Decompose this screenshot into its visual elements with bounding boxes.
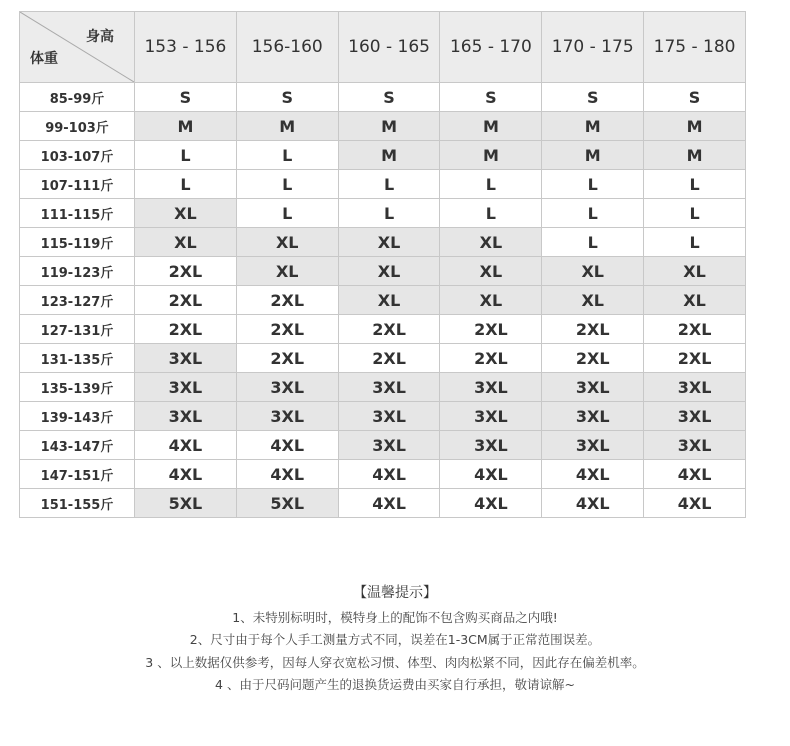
size-cell: 4XL bbox=[236, 460, 338, 489]
size-cell: 3XL bbox=[440, 431, 542, 460]
size-cell: 2XL bbox=[644, 344, 746, 373]
size-cell: L bbox=[440, 199, 542, 228]
table-row bbox=[20, 257, 746, 286]
size-cell: M bbox=[644, 112, 746, 141]
size-cell: M bbox=[440, 141, 542, 170]
size-cell: M bbox=[135, 112, 237, 141]
size-cell: S bbox=[542, 83, 644, 112]
size-cell: M bbox=[338, 141, 440, 170]
table-row bbox=[20, 489, 746, 518]
size-cell: 2XL bbox=[236, 315, 338, 344]
size-cell: 2XL bbox=[135, 286, 237, 315]
table-row bbox=[20, 199, 746, 228]
size-cell: XL bbox=[542, 257, 644, 286]
table-row bbox=[20, 112, 746, 141]
table-row bbox=[20, 286, 746, 315]
weight-label: 107-111斤 bbox=[20, 170, 135, 199]
tip-line: 2、尺寸由于每个人手工测量方式不同，误差在1-3CM属于正常范围误差。 bbox=[189, 632, 601, 647]
weight-label: 143-147斤 bbox=[20, 431, 135, 460]
tips-section bbox=[0, 582, 790, 697]
size-cell: XL bbox=[338, 286, 440, 315]
size-cell: S bbox=[644, 83, 746, 112]
size-cell: S bbox=[440, 83, 542, 112]
table-row bbox=[20, 402, 746, 431]
weight-label: 111-115斤 bbox=[20, 199, 135, 228]
size-cell: S bbox=[236, 83, 338, 112]
size-cell: 4XL bbox=[338, 489, 440, 518]
size-cell: 3XL bbox=[644, 373, 746, 402]
size-cell: L bbox=[236, 170, 338, 199]
size-cell: L bbox=[644, 170, 746, 199]
size-cell: 2XL bbox=[542, 315, 644, 344]
size-cell: 3XL bbox=[440, 373, 542, 402]
size-cell: L bbox=[135, 170, 237, 199]
size-cell: XL bbox=[440, 286, 542, 315]
size-cell: L bbox=[338, 170, 440, 199]
size-cell: 3XL bbox=[644, 431, 746, 460]
table-row bbox=[20, 141, 746, 170]
weight-label: 119-123斤 bbox=[20, 257, 135, 286]
weight-label: 151-155斤 bbox=[20, 489, 135, 518]
weight-label: 131-135斤 bbox=[20, 344, 135, 373]
size-cell: 2XL bbox=[236, 344, 338, 373]
size-cell: M bbox=[542, 112, 644, 141]
size-cell: XL bbox=[542, 286, 644, 315]
size-cell: 3XL bbox=[135, 373, 237, 402]
size-cell: 2XL bbox=[338, 315, 440, 344]
table-row bbox=[20, 228, 746, 257]
size-cell: L bbox=[644, 199, 746, 228]
weight-label: 147-151斤 bbox=[20, 460, 135, 489]
size-cell: S bbox=[135, 83, 237, 112]
tip-line: 1、未特别标明时，模特身上的配饰不包含购买商品之内哦! bbox=[232, 609, 558, 625]
size-cell: 4XL bbox=[338, 460, 440, 489]
size-cell: XL bbox=[236, 228, 338, 257]
weight-label: 139-143斤 bbox=[20, 402, 135, 431]
size-cell: 3XL bbox=[338, 402, 440, 431]
size-cell: L bbox=[236, 141, 338, 170]
size-cell: S bbox=[338, 83, 440, 112]
size-cell: 4XL bbox=[440, 489, 542, 518]
weight-label: 103-107斤 bbox=[20, 141, 135, 170]
size-cell: 4XL bbox=[236, 431, 338, 460]
size-cell: XL bbox=[338, 228, 440, 257]
height-header: 160 - 165 bbox=[338, 12, 440, 83]
weight-label: 123-127斤 bbox=[20, 286, 135, 315]
size-cell: 3XL bbox=[338, 373, 440, 402]
size-cell: 3XL bbox=[440, 402, 542, 431]
size-cell: 3XL bbox=[236, 373, 338, 402]
size-cell: 4XL bbox=[135, 431, 237, 460]
tip-line: 3 、以上数据仅供参考，因每人穿衣宽松习惯、体型、肉肉松紧不同，因此存在偏差机率。 bbox=[145, 654, 645, 670]
header-row bbox=[20, 12, 746, 83]
size-cell: 2XL bbox=[644, 315, 746, 344]
weight-label: 99-103斤 bbox=[20, 112, 135, 141]
size-cell: 4XL bbox=[644, 489, 746, 518]
table-row bbox=[20, 460, 746, 489]
weight-label: 127-131斤 bbox=[20, 315, 135, 344]
weight-label: 85-99斤 bbox=[20, 83, 135, 112]
height-header: 156-160 bbox=[236, 12, 338, 83]
size-cell: M bbox=[542, 141, 644, 170]
size-cell: L bbox=[542, 170, 644, 199]
table-row bbox=[20, 315, 746, 344]
size-cell: XL bbox=[440, 228, 542, 257]
size-chart-table bbox=[19, 11, 746, 518]
size-cell: M bbox=[338, 112, 440, 141]
table-row bbox=[20, 373, 746, 402]
size-cell: 4XL bbox=[542, 489, 644, 518]
size-cell: L bbox=[542, 199, 644, 228]
size-cell: 2XL bbox=[338, 344, 440, 373]
size-cell: L bbox=[440, 170, 542, 199]
height-axis-label: 身高 bbox=[86, 29, 114, 45]
tips-title: 【温馨提示】 bbox=[353, 585, 437, 601]
size-cell: XL bbox=[644, 286, 746, 315]
size-cell: L bbox=[338, 199, 440, 228]
size-cell: 2XL bbox=[135, 257, 237, 286]
weight-label: 115-119斤 bbox=[20, 228, 135, 257]
size-cell: L bbox=[135, 141, 237, 170]
size-cell: 3XL bbox=[236, 402, 338, 431]
size-cell: XL bbox=[338, 257, 440, 286]
table-row bbox=[20, 170, 746, 199]
size-cell: 5XL bbox=[135, 489, 237, 518]
size-cell: 3XL bbox=[542, 402, 644, 431]
tip-line: 4 、由于尺码问题产生的退换货运费由买家自行承担，敬请谅解~ bbox=[215, 677, 575, 692]
size-cell: 4XL bbox=[542, 460, 644, 489]
size-cell: 3XL bbox=[542, 431, 644, 460]
size-cell: 3XL bbox=[644, 402, 746, 431]
size-cell: 3XL bbox=[542, 373, 644, 402]
size-cell: 2XL bbox=[440, 344, 542, 373]
size-cell: L bbox=[236, 199, 338, 228]
size-cell: M bbox=[236, 112, 338, 141]
size-cell: 3XL bbox=[135, 402, 237, 431]
size-cell: XL bbox=[135, 199, 237, 228]
size-cell: 4XL bbox=[644, 460, 746, 489]
size-cell: XL bbox=[644, 257, 746, 286]
diagonal-line bbox=[20, 12, 134, 82]
height-header: 175 - 180 bbox=[644, 12, 746, 83]
corner-cell bbox=[20, 12, 135, 83]
size-cell: 3XL bbox=[338, 431, 440, 460]
size-cell: M bbox=[644, 141, 746, 170]
size-cell: 2XL bbox=[542, 344, 644, 373]
table-row bbox=[20, 344, 746, 373]
size-cell: L bbox=[644, 228, 746, 257]
size-cell: L bbox=[542, 228, 644, 257]
size-cell: XL bbox=[236, 257, 338, 286]
size-cell: 4XL bbox=[135, 460, 237, 489]
size-cell: XL bbox=[440, 257, 542, 286]
size-cell: 2XL bbox=[236, 286, 338, 315]
size-cell: M bbox=[440, 112, 542, 141]
size-cell: 2XL bbox=[440, 315, 542, 344]
table-row bbox=[20, 83, 746, 112]
height-header: 153 - 156 bbox=[135, 12, 237, 83]
table-row bbox=[20, 431, 746, 460]
weight-axis-label: 体重 bbox=[30, 51, 58, 67]
weight-label: 135-139斤 bbox=[20, 373, 135, 402]
size-cell: XL bbox=[135, 228, 237, 257]
size-cell: 5XL bbox=[236, 489, 338, 518]
size-cell: 3XL bbox=[135, 344, 237, 373]
size-cell: 4XL bbox=[440, 460, 542, 489]
height-header: 165 - 170 bbox=[440, 12, 542, 83]
size-cell: 2XL bbox=[135, 315, 237, 344]
height-header: 170 - 175 bbox=[542, 12, 644, 83]
